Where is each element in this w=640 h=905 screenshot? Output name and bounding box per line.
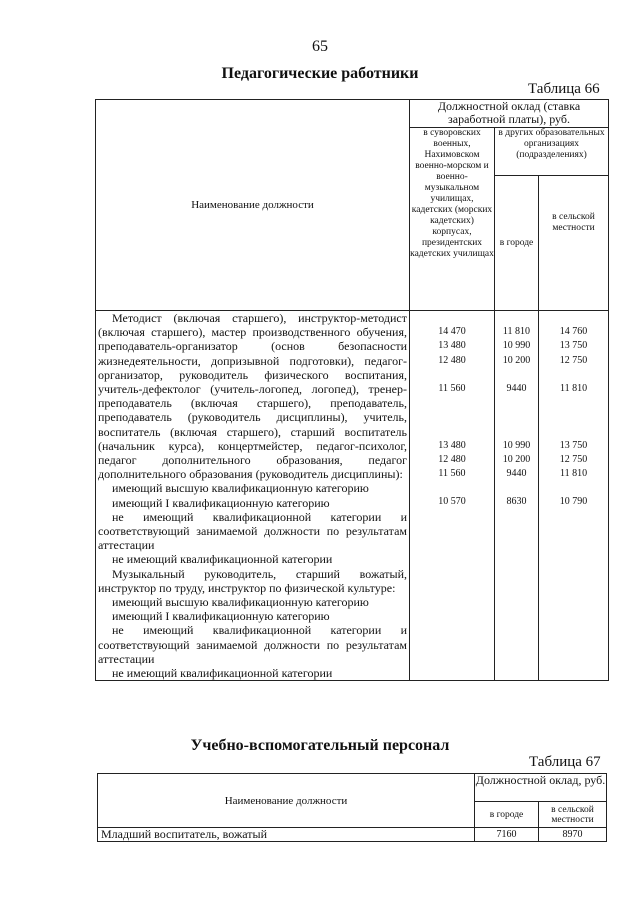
value-g1-high-city: 11 810 [502,326,531,338]
page-number: 65 [312,38,328,55]
value-g1-att-suvorov: 12 480 [438,354,466,366]
value-g2-first-rural: 12 750 [559,453,588,465]
value-g2-high-rural: 13 750 [559,439,588,451]
group1-cat-high: имеющий высшую квалификационную категорию [112,481,369,496]
group2-cat-high: имеющий высшую квалификационную категорию [112,595,369,610]
value-g2-att-city: 9440 [506,468,527,480]
group2-title: Музыкальный руководитель, старший вожатый, инструктор по труду, инструктор по физической культуре: [98,566,407,595]
table-66 [95,99,609,681]
value-g1-high-suvorov: 14 470 [438,326,466,338]
value-g2-first-city: 10 200 [502,453,531,465]
value-g2-none-suvorov: 10 570 [438,496,466,508]
group2-cat-none: не имеющий квалификационной категории [112,666,333,680]
suvorov-values-cell [410,311,495,681]
section-heading-support-staff: Учебно-вспомогательный персонал [190,737,450,754]
table-66-label: Таблица 66 [528,81,600,97]
table-67 [97,773,607,842]
group2-cat-first: имеющий I квалификационную категорию [112,609,330,624]
group1-cat-none: не имеющий квалификационной категории [112,552,333,567]
t67-header-salary: Должностной оклад, руб. [475,774,607,802]
value-g2-none-city: 8630 [506,496,527,508]
group2-cat-attestation: не имеющий квалификационной категории и соответствующий занимаемой должности по результатам аттестации [98,623,407,666]
t67-header-position-name: Наименование должности [98,774,475,828]
value-g1-first-rural: 13 750 [559,340,588,352]
city-values-cell [495,311,539,681]
t67-row-name: Младший воспитатель, вожатый [98,828,475,842]
table-67-label: Таблица 67 [529,754,601,770]
header-suvorov: в суворовских военных, Нахимовском военно-морском и военно-музыкальном училищах, кадетских (морских кадетских) корпусах, президентских кадетских училищах [410,128,495,311]
positions-cell [96,311,410,681]
value-g1-none-rural: 11 810 [559,382,588,394]
t67-header-rural: в сельской местности [539,802,607,828]
value-g1-first-suvorov: 13 480 [438,340,466,352]
value-g1-none-suvorov: 11 560 [438,382,466,394]
header-rural: в сельской местности [539,176,609,311]
value-g2-att-suvorov: 11 560 [438,468,466,480]
value-g2-att-rural: 11 810 [559,468,588,480]
value-g1-att-city: 10 200 [502,354,531,366]
t67-header-city: в городе [475,802,539,828]
header-city: в городе [495,176,539,311]
rural-values-cell [539,311,609,681]
header-position-name: Наименование должности [96,100,410,311]
value-g1-none-city: 9440 [506,382,527,394]
value-g1-first-city: 10 990 [502,340,531,352]
value-g2-none-rural: 10 790 [559,496,588,508]
header-other-organizations: в других образовательных организациях (подразделениях) [495,128,609,176]
header-salary: Должностной оклад (ставка заработной платы), руб. [410,100,609,128]
t67-row-city: 7160 [475,828,539,842]
value-g1-high-rural: 14 760 [559,326,588,338]
section-heading-pedagogical: Педагогические работники [221,65,419,82]
value-g2-high-city: 10 990 [502,439,531,451]
t67-row-rural: 8970 [539,828,607,842]
value-g1-att-rural: 12 750 [559,354,588,366]
value-g2-high-suvorov: 13 480 [438,439,466,451]
group1-cat-first: имеющий I квалификационную категорию [112,495,330,510]
value-g2-first-suvorov: 12 480 [438,453,466,465]
group1-cat-attestation: не имеющий квалификационной категории и соответствующий занимаемой должности по результатам аттестации [98,509,407,553]
group1-title: Методист (включая старшего), инструктор-методист (включая старшего), мастер производственного обучения, преподаватель-организатор (основ безопасности жизнедеятельности, допризывной подготовки), педагог-организатор, руководитель физического воспитания, учитель-дефектолог (учитель-логопед, логопед), тренер-преподаватель (включая старшего), преподаватель, преподаватель (руководитель дисциплины), учитель, воспитатель (включая старшего), старший воспитатель (начальник курса), концертмейстер, педагог-психолог, педагог дополнительного образования, педагог дополнительного образования (руководитель дисциплины): [98,311,407,482]
